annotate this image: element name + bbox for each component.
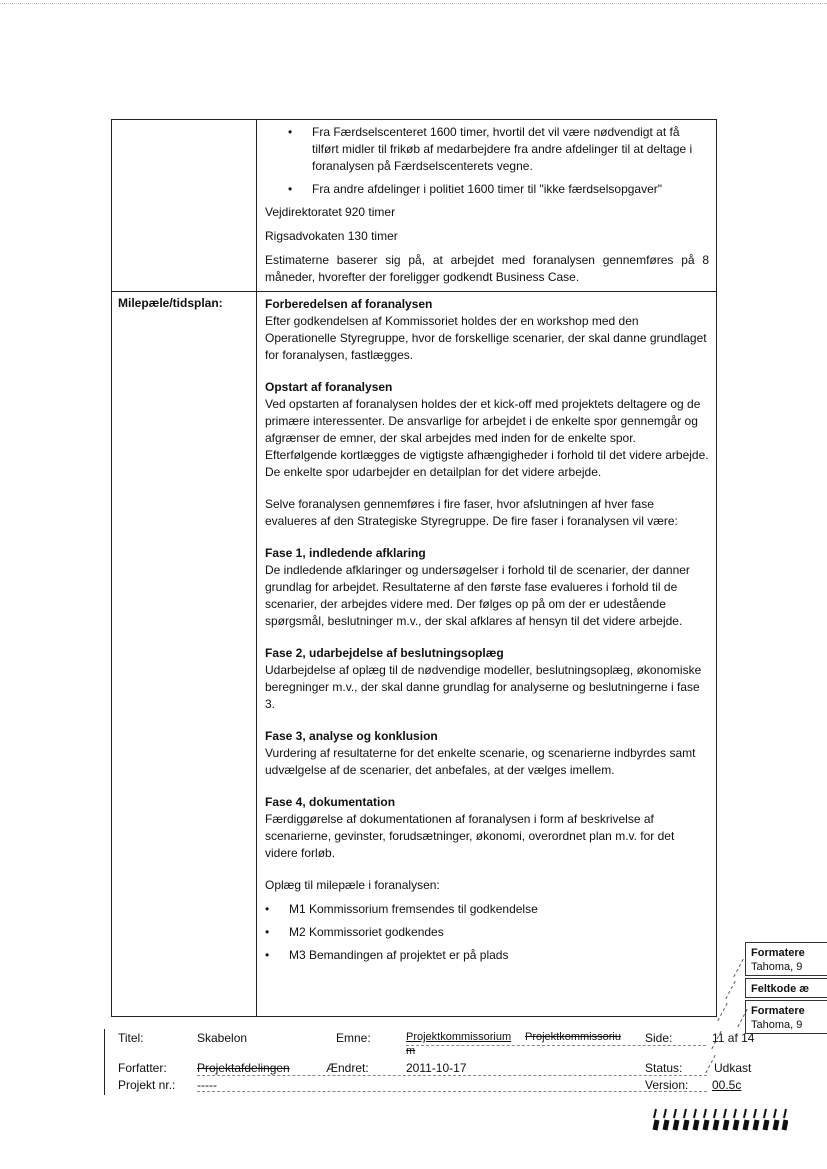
list-item: • M3 Bemandingen af projektet er på plads (265, 947, 709, 964)
section-phase-2 (265, 645, 709, 713)
section-phase-3 (265, 728, 709, 779)
footer-changed-value: 2011-10-17 (406, 1061, 467, 1075)
comment-detail: Tahoma, 9 (751, 961, 803, 973)
footer-version-value: 00.5c (712, 1078, 742, 1092)
section-phases-intro (265, 496, 709, 530)
table-row-estimates (112, 120, 716, 292)
footer-title-label: Titel: (118, 1031, 144, 1045)
section-text: Færdiggørelse af dokumentationen af foranalysen i form af beskrivelse af scenarierne, gevinster, forudsætninger, økonomi, overordnet plan m.v. for det videre forløb. (265, 812, 675, 860)
list-item: • M1 Kommissorium fremsendes til godkendelse (265, 901, 709, 918)
milestone-intro: Oplæg til milepæle i foranalysen: (265, 878, 440, 892)
footer-title-value: Skabelon (197, 1031, 248, 1045)
comment-balloon-fieldcode[interactable] (745, 978, 827, 998)
scan-top-edge (0, 3, 827, 4)
footer-author-value: Projektafdelingen (197, 1061, 290, 1075)
section-text: De indledende afklaringer og undersøgelser i forhold til de scenarier, der danner grundlag for arbejdet. Resultaterne af den første fase evalueres i forhold til de scenarier, der arbejdes videre med. Der følges op på om der er udestående spørgsmål, beslutninger m.v., der skal afklares af hensyn til det videre arbejde. (265, 563, 690, 628)
milestone-list (265, 901, 709, 964)
table-cell-label (112, 292, 256, 1016)
section-title: Forberedelsen af foranalysen (265, 297, 433, 311)
footer-divider (104, 1029, 105, 1095)
footer-rule (197, 1091, 707, 1092)
footer-author-label: Forfatter: (118, 1061, 167, 1075)
table-cell-empty-label (112, 120, 256, 291)
footer-rule (406, 1045, 706, 1046)
row-label: Milepæle/tidsplan: (118, 296, 223, 310)
section-phase-1 (265, 545, 709, 630)
comment-title: Formatere (751, 947, 805, 959)
footer-subject-old: Projektkommissoriu (525, 1031, 621, 1043)
footer-page-label: Side: (645, 1031, 673, 1045)
section-phase-4 (265, 794, 709, 862)
estimate-line: Rigsadvokaten 130 timer (265, 229, 398, 243)
section-text: Udarbejdelse af oplæg til de nødvendige modeller, beslutningsoplæg, økonomiske beregninger m.v., der skal danne grundlag for analyserne og beslutningerne i fase 3. (265, 663, 702, 711)
estimate-bullet-list (265, 124, 709, 198)
barcode-graphic (652, 1107, 788, 1131)
list-item: • Fra andre afdelinger i politiet 1600 timer til "ikke færdselsopgaver" (265, 181, 709, 198)
comment-connector (717, 1003, 727, 1021)
comment-title: Feltkode æ (751, 983, 810, 995)
section-text: Efter godkendelsen af Kommissoriet holdes der en workshop med den Operationelle Styregruppe, hvor de forskellige scenarier, der skal danne grundlaget for foranalysen, fastlægges. (265, 314, 707, 362)
footer-page-value: 11 af 14 (712, 1031, 755, 1045)
section-title: Fase 2, udarbejdelse af beslutningsoplæg (265, 646, 504, 660)
comment-title: Formatere (751, 1005, 805, 1017)
footer-subject-old-cont: m (406, 1045, 416, 1057)
footer-rule (197, 1075, 707, 1076)
footer-status-label: Status: (645, 1061, 683, 1075)
list-item: • Fra Færdselscenteret 1600 timer, hvortil det vil være nødvendigt at få tilført midler til frikøb af medarbejdere fra andre afdelinger til at deltage i foranalysen på Færdselscenterets vegne. (265, 124, 709, 175)
table-cell-estimates (257, 120, 716, 291)
section-title: Fase 1, indledende afklaring (265, 546, 426, 560)
section-preparation (265, 296, 709, 364)
table-row-milestones (112, 292, 716, 1016)
list-item: • M2 Kommissoriet godkendes (265, 924, 709, 941)
footer-subject-new: Projektkommissorium (406, 1031, 512, 1043)
footer-version-label: Version: (645, 1078, 689, 1092)
document-table (111, 119, 717, 1017)
section-startup (265, 379, 709, 481)
estimate-line: Vejdirektoratet 920 timer (265, 205, 396, 219)
section-title: Fase 4, dokumentation (265, 795, 396, 809)
footer-project-label: Projekt nr.: (118, 1078, 176, 1092)
footer-project-value: ----- (197, 1078, 217, 1092)
section-text: Ved opstarten af foranalysen holdes der et kick-off med projektets deltagere og de primære interessenter. De ansvarlige for arbejdet i de enkelte spor gennemgår og afgrænser de emner, der skal arbejdes med inden for de enkelte spor. Efterfølgende kortlægges de vigtigste afhængigheder i forhold til det videre arbejde. De enkelte spor udarbejder en detailplan for det videre arbejde. (265, 397, 709, 479)
footer-status-value: Udkast (714, 1061, 752, 1075)
comment-connector (725, 981, 735, 999)
estimate-note: Estimaterne baserer sig på, at arbejdet med foranalysen gennemføres på 8 måneder, hvorefter der foreligger godkendt Business Case. (265, 253, 709, 284)
comment-balloon-format[interactable] (745, 1000, 827, 1034)
footer-subject-label: Emne: (336, 1031, 371, 1045)
section-title: Fase 3, analyse og konklusion (265, 729, 438, 743)
footer-changed-label: Ændret: (326, 1061, 369, 1075)
section-text: Selve foranalysen gennemføres i fire faser, hvor afslutningen af hver fase evalueres af den Strategiske Styregruppe. De fire faser i foranalysen vil være: (265, 497, 678, 528)
comment-balloon-format[interactable] (745, 942, 827, 976)
section-text: Vurdering af resultaterne for det enkelte scenarie, og scenarierne indbyrdes samt udvælgelse af de scenarier, det anbefales, at der vælges imellem. (265, 746, 696, 777)
comment-connector (733, 959, 743, 977)
section-title: Opstart af foranalysen (265, 380, 393, 394)
comment-detail: Tahoma, 9 (751, 1019, 803, 1031)
table-cell-milestones (257, 292, 716, 1016)
